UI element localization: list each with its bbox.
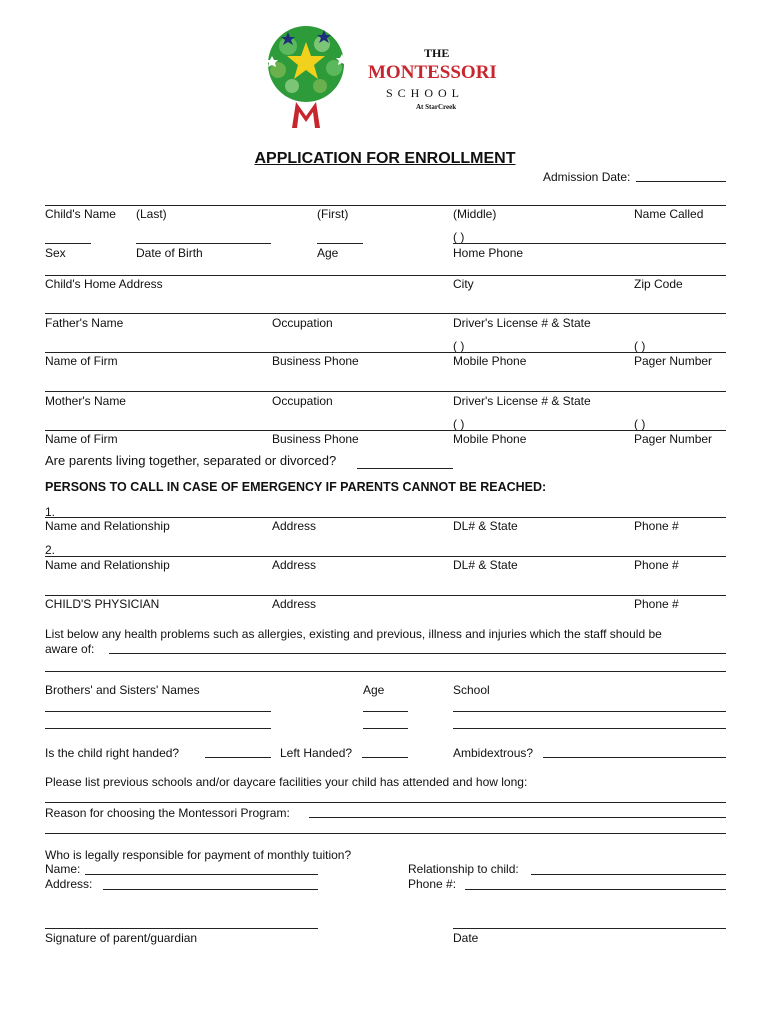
emergency-1-dl-label: DL# & State <box>453 519 518 533</box>
age-label: Age <box>317 246 339 260</box>
home-phone-area: ( ) <box>453 230 465 244</box>
home-phone-line[interactable] <box>453 243 726 244</box>
emergency-1-name-label: Name and Relationship <box>45 519 170 533</box>
signature-line[interactable] <box>45 928 318 929</box>
logo-line-starcreek: At StarCreek <box>416 103 457 111</box>
mother-occupation-label: Occupation <box>272 394 333 408</box>
emergency-2-line[interactable] <box>45 556 726 557</box>
sex-line[interactable] <box>45 243 91 244</box>
tuition-phone-line[interactable] <box>465 889 726 890</box>
parents-status-label: Are parents living together, separated or divorced? <box>45 453 337 468</box>
father-name-label: Father's Name <box>45 316 124 330</box>
mother-name-label: Mother's Name <box>45 394 126 408</box>
tree-canopy-icon <box>266 26 348 102</box>
previous-schools-line[interactable] <box>45 802 726 803</box>
mother-mobile-area: ( ) <box>453 417 465 431</box>
mother-pager-area: ( ) <box>634 417 646 431</box>
health-line-1[interactable] <box>109 653 726 654</box>
reason-label: Reason for choosing the Montessori Program: <box>45 806 290 820</box>
dob-line[interactable] <box>136 243 271 244</box>
emergency-number-1: 1. <box>45 505 56 519</box>
home-phone-label: Home Phone <box>453 246 524 260</box>
tuition-name-label: Name: <box>45 862 81 876</box>
father-mobile-area: ( ) <box>453 339 465 353</box>
emergency-2-address-label: Address <box>272 558 317 572</box>
tuition-phone-label: Phone #: <box>408 877 457 891</box>
father-firm-line[interactable] <box>45 352 726 353</box>
father-occupation-label: Occupation <box>272 316 333 330</box>
health-label-line2: aware of: <box>45 642 95 656</box>
name-called-label: Name Called <box>634 207 704 221</box>
tuition-question: Who is legally responsible for payment of monthly tuition? <box>45 848 352 862</box>
father-pager-label: Pager Number <box>634 354 713 368</box>
father-name-line[interactable] <box>45 313 726 314</box>
relationship-label: Relationship to child: <box>408 862 519 876</box>
physician-phone-label: Phone # <box>634 597 679 611</box>
admission-date-line[interactable] <box>636 181 726 182</box>
sex-label: Sex <box>45 246 66 260</box>
page-title: APPLICATION FOR ENROLLMENT <box>254 150 516 167</box>
logo-line-school: S C H O O L <box>386 86 461 100</box>
father-dl-label: Driver's License # & State <box>453 316 591 330</box>
mother-business-phone-label: Business Phone <box>272 432 359 446</box>
left-handed-line[interactable] <box>362 757 408 758</box>
middle-name-label: (Middle) <box>453 207 497 221</box>
home-address-label: Child's Home Address <box>45 277 163 291</box>
school-logo <box>258 24 520 132</box>
parents-status-line[interactable] <box>357 468 453 469</box>
right-handed-label: Is the child right handed? <box>45 746 180 760</box>
mother-pager-label: Pager Number <box>634 432 713 446</box>
sibling-age-line-1[interactable] <box>363 711 408 712</box>
m-trunk-icon <box>292 102 320 128</box>
siblings-age-label: Age <box>363 683 385 697</box>
father-pager-area: ( ) <box>634 339 646 353</box>
emergency-2-phone-label: Phone # <box>634 558 679 572</box>
right-handed-line[interactable] <box>205 757 271 758</box>
emergency-1-address-label: Address <box>272 519 317 533</box>
physician-label: CHILD'S PHYSICIAN <box>45 597 160 611</box>
ambidextrous-label: Ambidextrous? <box>453 746 534 760</box>
siblings-school-label: School <box>453 683 490 697</box>
sibling-age-line-2[interactable] <box>363 728 408 729</box>
tuition-address-label: Address: <box>45 877 93 891</box>
physician-address-label: Address <box>272 597 317 611</box>
reason-line-2[interactable] <box>45 833 726 834</box>
sibling-name-line-1[interactable] <box>45 711 271 712</box>
relationship-line[interactable] <box>531 874 726 875</box>
home-address-line[interactable] <box>45 275 726 276</box>
father-business-phone-label: Business Phone <box>272 354 359 368</box>
father-mobile-label: Mobile Phone <box>453 354 527 368</box>
logo-line-the: THE <box>424 46 450 60</box>
father-firm-label: Name of Firm <box>45 354 118 368</box>
siblings-label: Brothers' and Sisters' Names <box>45 683 200 697</box>
childs-name-label: Child's Name <box>45 207 116 221</box>
emergency-1-phone-label: Phone # <box>634 519 679 533</box>
age-line[interactable] <box>317 243 363 244</box>
health-line-2[interactable] <box>45 671 726 672</box>
dob-label: Date of Birth <box>136 246 203 260</box>
emergency-heading: PERSONS TO CALL IN CASE OF EMERGENCY IF PARENTS CANNOT BE REACHED: <box>45 480 547 494</box>
tuition-name-line[interactable] <box>85 874 318 875</box>
emergency-2-dl-label: DL# & State <box>453 558 518 572</box>
emergency-2-name-label: Name and Relationship <box>45 558 170 572</box>
mother-firm-line[interactable] <box>45 430 726 431</box>
tuition-address-line[interactable] <box>103 889 318 890</box>
mother-firm-label: Name of Firm <box>45 432 118 446</box>
admission-date-label: Admission Date: <box>543 170 631 184</box>
left-handed-label: Left Handed? <box>280 746 353 760</box>
sibling-school-line-1[interactable] <box>453 711 726 712</box>
ambidextrous-line[interactable] <box>543 757 726 758</box>
sibling-school-line-2[interactable] <box>453 728 726 729</box>
previous-schools-label: Please list previous schools and/or daycare facilities your child has attended and how long: <box>45 775 528 789</box>
health-label-line1: List below any health problems such as allergies, existing and previous, illness and injuries which the staff should be <box>45 627 662 641</box>
mother-name-line[interactable] <box>45 391 726 392</box>
sibling-name-line-2[interactable] <box>45 728 271 729</box>
mother-dl-label: Driver's License # & State <box>453 394 591 408</box>
date-label: Date <box>453 931 479 945</box>
emergency-number-2: 2. <box>45 543 56 557</box>
first-name-label: (First) <box>317 207 349 221</box>
date-line[interactable] <box>453 928 726 929</box>
signature-label: Signature of parent/guardian <box>45 931 198 945</box>
last-name-label: (Last) <box>136 207 167 221</box>
zip-label: Zip Code <box>634 277 683 291</box>
logo-line-montessori: MONTESSORI <box>368 62 497 83</box>
child-name-line[interactable] <box>45 205 726 206</box>
emergency-1-line[interactable] <box>45 517 726 518</box>
city-label: City <box>453 277 474 291</box>
reason-line-1[interactable] <box>309 817 726 818</box>
physician-line[interactable] <box>45 595 726 596</box>
mother-mobile-label: Mobile Phone <box>453 432 527 446</box>
